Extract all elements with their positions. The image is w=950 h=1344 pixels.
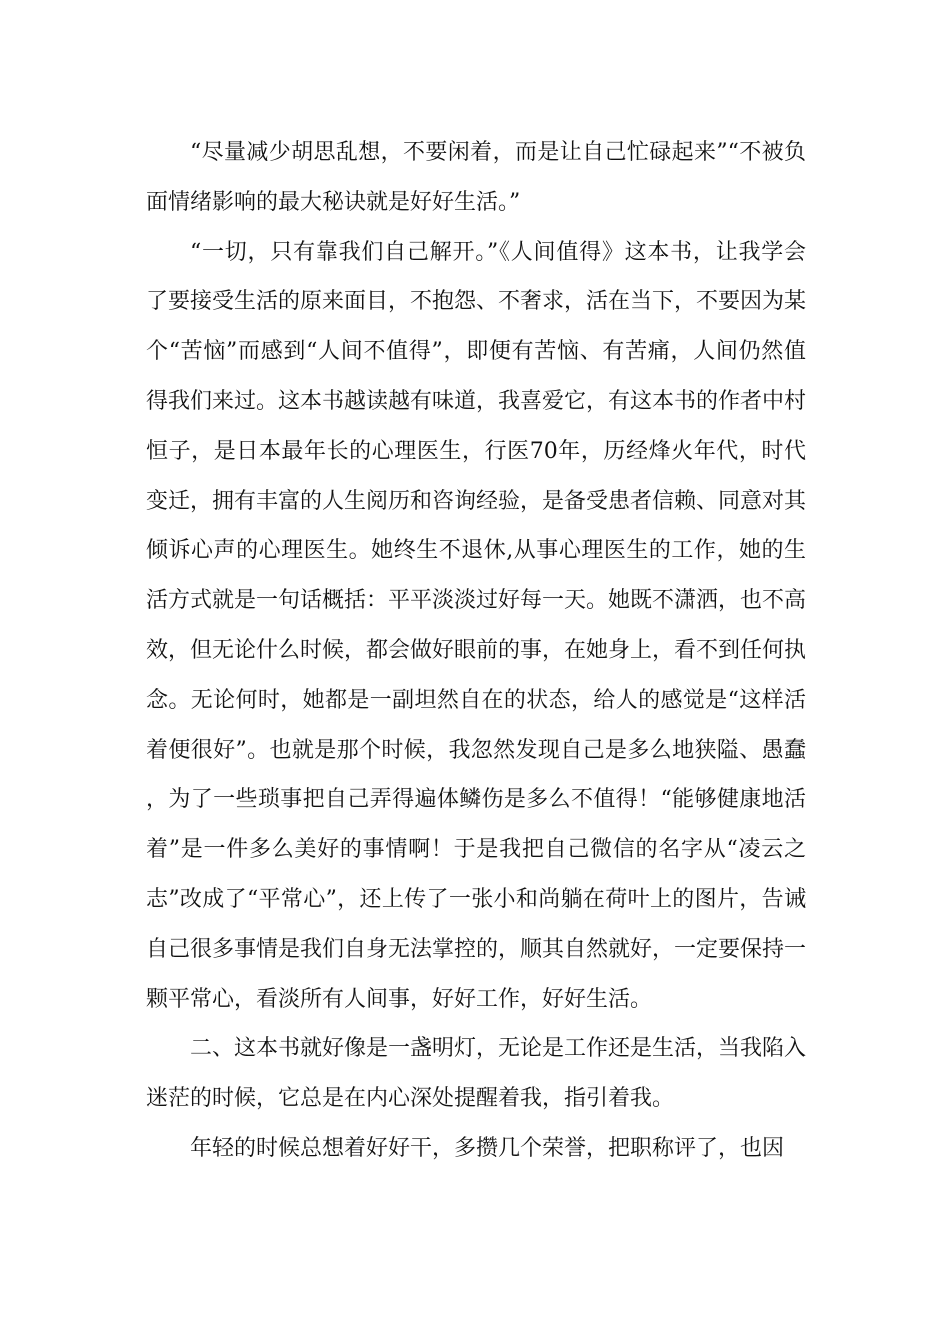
paragraph: 二、这本书就好像是一盏明灯，无论是工作还是生活，当我陷入迷茫的时候，它总是在内心深处提醒着我，指引着我。 [146,1036,807,1112]
document-body [146,128,806,1174]
paragraph: “尽量减少胡思乱想，不要闲着，而是让自己忙碌起来”“不被负面情绪影响的最大秘诀就是好好生活。” [146,140,806,215]
paragraph: “一切，只有靠我们自己解开。”《人间值得》这本书，让我学会了要接受生活的原来面目，不抱怨、不奢求，活在当下，不要因为某个“苦恼”而感到“人间不值得”，即便有苦恼、有苦痛，人间仍然值得我们来过。这本书越读越有味道，我喜爱它，有这本书的作者中村恒子，是日本最年长的心理医生，行医70年，历经烽火年代，时代变迁，拥有丰富的人生阅历和咨询经验，是备受患者信赖、同意对其倾诉心声的心理医生。她终生不退休,从事心理医生的工作，她的生活方式就是一句话概括：平平淡淡过好每一天。她既不潇洒，也不高效，但无论什么时候，都会做好眼前的事，在她身上，看不到任何执念。无论何时，她都是一副坦然自在的状态，给人的感觉是“这样活着便很好”。也就是那个时候，我忽然发现自己是多么地狭隘、愚蠢，为了一些琐事把自己弄得遍体鳞伤是多么不值得！“能够健康地活着”是一件多么美好的事情啊！于是我把自己微信的名字从“凌云之志”改成了“平常心”，还上传了一张小和尚躺在荷叶上的图片，告诫自己很多事情是我们自身无法掌控的，顺其自然就好，一定要保持一颗平常心，看淡所有人间事，好好工作，好好生活。 [146,239,807,1012]
paragraph: 年轻的时候总想着好好干，多攒几个荣誉，把职称评了，也因 [190,1135,785,1161]
